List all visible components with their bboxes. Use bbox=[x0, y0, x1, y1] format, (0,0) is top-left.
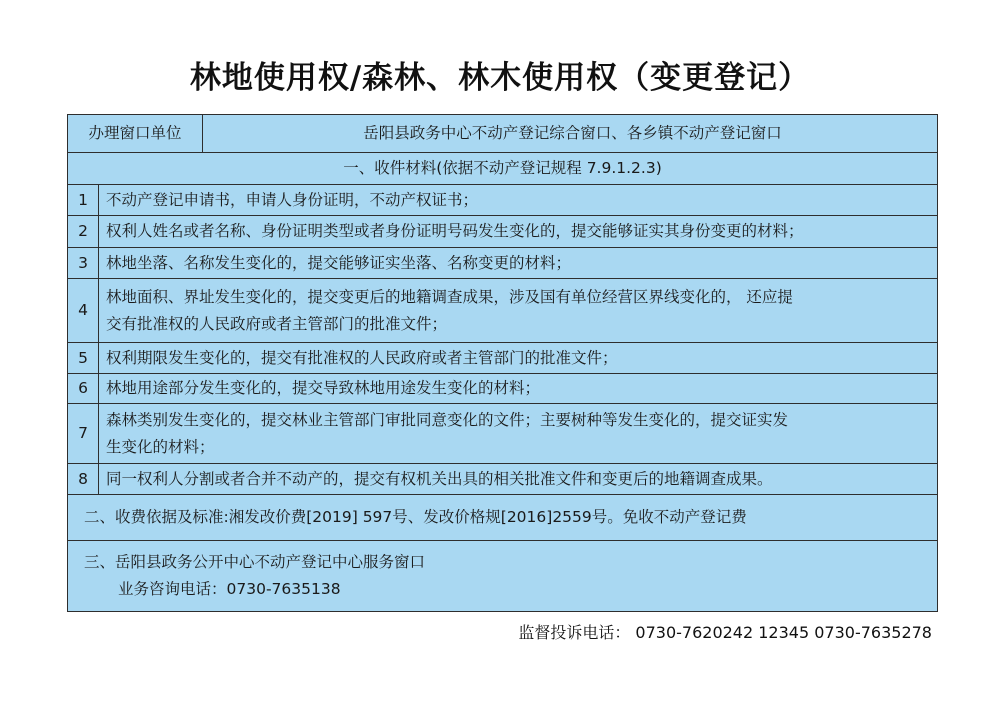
material-text: 同一权利人分割或者合并不动产的，提交有权机关出具的相关批准文件和变更后的地籍调查成果。 bbox=[106, 469, 773, 488]
office-label: 办理窗口单位 bbox=[88, 124, 182, 142]
material-row bbox=[68, 464, 937, 495]
material-row bbox=[68, 374, 937, 404]
office-value: 岳阳县政务中心不动产登记综合窗口、各乡镇不动产登记窗口 bbox=[363, 124, 782, 142]
material-row bbox=[68, 216, 937, 248]
material-text: 权利期限发生变化的，提交有批准权的人民政府或者主管部门的批准文件； bbox=[106, 348, 618, 367]
material-text: 权利人姓名或者名称、身份证明类型或者身份证明号码发生变化的，提交能够证实其身份变更的材料； bbox=[106, 222, 804, 240]
service-window bbox=[84, 541, 931, 611]
material-number: 7 bbox=[78, 424, 88, 442]
material-number: 5 bbox=[78, 348, 88, 367]
section1-heading-row bbox=[68, 153, 937, 185]
page-title: 林地使用权/森林、林木使用权（变更登记） bbox=[189, 60, 811, 96]
material-number: 6 bbox=[78, 379, 88, 397]
office-row bbox=[68, 115, 937, 153]
material-text: 林地用途部分发生变化的，提交导致林地用途发生变化的材料； bbox=[106, 379, 541, 397]
fee-row bbox=[68, 495, 937, 541]
service-window-row bbox=[68, 541, 937, 611]
material-text: 林地坐落、名称发生变化的，提交能够证实坐落、名称变更的材料； bbox=[106, 253, 572, 272]
material-row bbox=[68, 343, 937, 374]
consult-phone: 业务咨询电话：0730-7635138 bbox=[118, 580, 341, 598]
material-number: 1 bbox=[78, 190, 88, 209]
info-table bbox=[67, 114, 938, 612]
material-text-line: 交有批准权的人民政府或者主管部门的批准文件； bbox=[106, 314, 448, 333]
material-text-line: 林地面积、界址发生变化的，提交变更后的地籍调查成果，涉及国有单位经营区界线变化的， 还应提 bbox=[106, 287, 793, 306]
material-text bbox=[102, 404, 931, 463]
material-row bbox=[68, 248, 937, 279]
material-text-line: 生变化的材料； bbox=[106, 437, 215, 456]
material-text-line: 森林类别发生变化的，提交林业主管部门审批同意变化的文件；主要树种等发生变化的，提交证实发 bbox=[106, 410, 789, 429]
material-number: 8 bbox=[78, 469, 88, 488]
material-number: 4 bbox=[78, 301, 88, 319]
service-window-name: 三、岳阳县政务公开中心不动产登记中心服务窗口 bbox=[84, 553, 426, 571]
material-row bbox=[68, 404, 937, 464]
material-text: 不动产登记申请书，申请人身份证明，不动产权证书； bbox=[106, 190, 479, 209]
material-row bbox=[68, 185, 937, 216]
material-row bbox=[68, 279, 937, 343]
material-text bbox=[102, 279, 931, 342]
section1-heading: 一、收件材料(依据不动产登记规程 7.9.1.2.3) bbox=[343, 159, 662, 177]
complaint-phone: 监督投诉电话： 0730-7620242 12345 0730-7635278 bbox=[518, 623, 932, 642]
material-number: 2 bbox=[78, 222, 88, 240]
fee-basis: 二、收费依据及标准:湘发改价费[2019] 597号、发改价格规[2016]2559号。免收不动产登记费 bbox=[84, 508, 747, 526]
material-number: 3 bbox=[78, 253, 88, 272]
